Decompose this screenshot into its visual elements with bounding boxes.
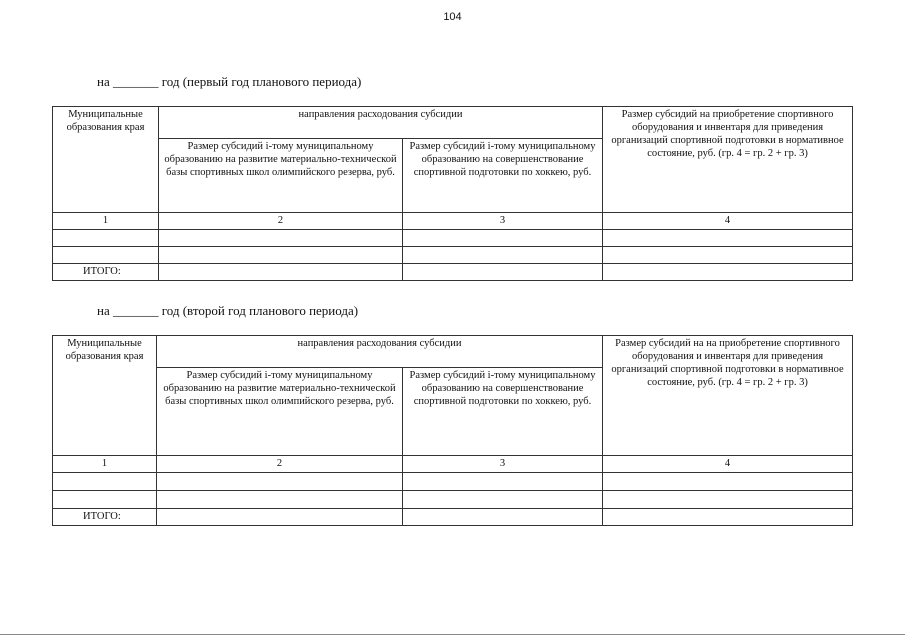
- header-equipment: Размер субсидий на приобретение спортивного оборудования и инвентаря для приведения организаций спортивной подготовки в нормативное состояние, руб. (гр. 4 = гр. 2 + гр. 3): [603, 107, 853, 213]
- table-cell[interactable]: [603, 264, 853, 281]
- table-cell[interactable]: [403, 473, 603, 491]
- header-direction-2: Размер субсидий i-тому муниципальному образованию на совершенствование спортивной подготовки по хоккею, руб.: [403, 139, 603, 213]
- heading-prefix: на: [97, 74, 110, 89]
- table-cell[interactable]: [603, 473, 853, 491]
- table-cell[interactable]: [403, 509, 603, 526]
- period-heading-first: [97, 74, 361, 90]
- total-row: [53, 264, 853, 281]
- table-row: [53, 247, 853, 264]
- subsidy-table-second-year: [52, 335, 853, 526]
- table-cell[interactable]: [157, 491, 403, 509]
- table-cell[interactable]: [603, 509, 853, 526]
- table-row: [53, 473, 853, 491]
- header-direction-1: Размер субсидий i-тому муниципальному образованию на развитие материально-технической базы спортивных школ олимпийского резерва, руб.: [159, 139, 403, 213]
- page-number: 104: [443, 11, 462, 23]
- table-cell[interactable]: [53, 230, 159, 247]
- table-row: [53, 230, 853, 247]
- table-cell[interactable]: [53, 491, 157, 509]
- total-label: ИТОГО:: [53, 509, 157, 526]
- header-equipment: Размер субсидий на на приобретение спортивного оборудования и инвентаря для приведения организаций спортивной подготовки в нормативное состояние, руб. (гр. 4 = гр. 2 + гр. 3): [603, 336, 853, 456]
- header-direction-1: Размер субсидий i-тому муниципальному образованию на развитие материально-технической базы спортивных школ олимпийского резерва, руб.: [157, 368, 403, 456]
- heading-suffix: год (второй год планового периода): [161, 303, 359, 318]
- table-cell[interactable]: [157, 509, 403, 526]
- table-cell[interactable]: [403, 491, 603, 509]
- table-cell[interactable]: [603, 247, 853, 264]
- table-cell[interactable]: [157, 473, 403, 491]
- table-cell[interactable]: [403, 264, 603, 281]
- table-cell[interactable]: [603, 230, 853, 247]
- table-cell[interactable]: [159, 230, 403, 247]
- col-number-4: 4: [603, 456, 853, 473]
- heading-prefix: на: [97, 303, 110, 318]
- table-cell[interactable]: [53, 473, 157, 491]
- header-municipal: Муниципальные образования края: [53, 107, 159, 213]
- period-heading-second: [97, 303, 358, 319]
- heading-suffix: год (первый год планового периода): [161, 74, 362, 89]
- header-direction-2: Размер субсидий i-тому муниципальному образованию на совершенствование спортивной подготовки по хоккею, руб.: [403, 368, 603, 456]
- col-number-1: 1: [53, 213, 159, 230]
- year-blank: _______: [112, 74, 159, 89]
- col-number-2: 2: [157, 456, 403, 473]
- col-number-1: 1: [53, 456, 157, 473]
- page-bottom-rule: [0, 634, 905, 635]
- table-row: [53, 491, 853, 509]
- year-blank: _______: [112, 303, 159, 318]
- table-cell[interactable]: [603, 491, 853, 509]
- col-number-4: 4: [603, 213, 853, 230]
- table-cell[interactable]: [53, 247, 159, 264]
- total-label: ИТОГО:: [53, 264, 159, 281]
- table-cell[interactable]: [159, 264, 403, 281]
- total-row: [53, 509, 853, 526]
- subsidy-table-first-year: [52, 106, 853, 281]
- table-cell[interactable]: [403, 247, 603, 264]
- header-directions: направления расходования субсидии: [159, 107, 603, 139]
- col-number-2: 2: [159, 213, 403, 230]
- col-number-3: 3: [403, 213, 603, 230]
- table-cell[interactable]: [403, 230, 603, 247]
- col-number-3: 3: [403, 456, 603, 473]
- table-cell[interactable]: [159, 247, 403, 264]
- header-municipal: Муниципальные образования края: [53, 336, 157, 456]
- header-directions: направления расходования субсидии: [157, 336, 603, 368]
